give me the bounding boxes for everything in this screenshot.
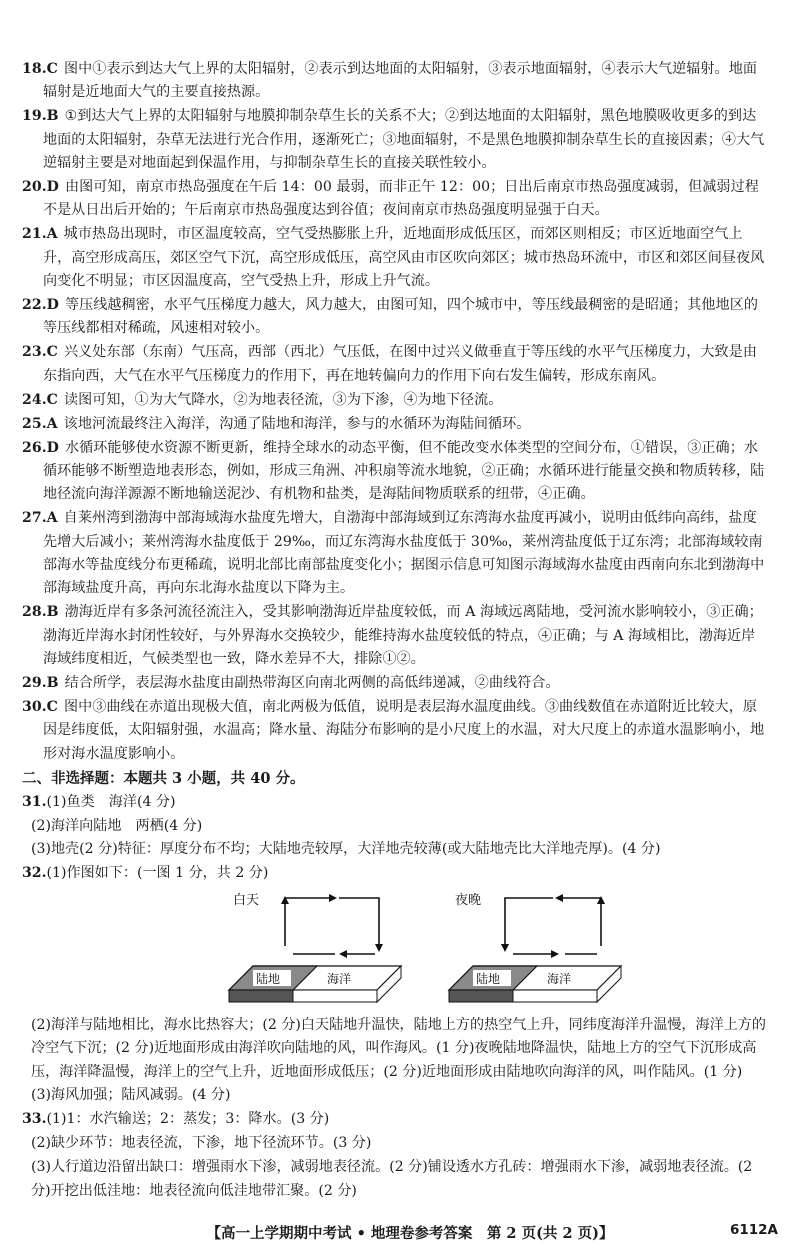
answer-number: 19. (22, 108, 47, 125)
answer-item (22, 341, 766, 388)
q32-p1: 32.(1)作图如下：(一图 1 分，共 2 分) (22, 865, 269, 882)
q33-p3: (3)人行道边沿留出缺口：增强雨水下渗，减弱地表径流。(2 分)铺设透水方孔砖：增强雨水下渗，减弱地表径流。(2 分)开挖出低洼地：地表径流向低洼地带汇聚。(2 分) (31, 1159, 753, 1199)
night-figure (433, 888, 623, 1012)
answer-explanation: 图中①表示到达大气上界的太阳辐射，②表示到达地面的太阳辐射，③表示地面辐射，④表示大气逆辐射。地面辐射是近地面大气的主要直接热源。 (43, 61, 757, 101)
answer-choice: D (46, 297, 59, 314)
answer-choice: A (46, 415, 58, 432)
night-circulation-arrows (505, 898, 601, 954)
answer-explanation: 城市热岛出现时，市区温度较高，空气受热膨胀上升，近地面形成低压区，而郊区则相反；市区近地面空气上升，高空形成高压，郊区空气下沉，高空形成低压，高空风由市区吹向郊区；城市热岛环流中，市区和郊区间昼夜风向变化不明显；市区因温度高，空气受热上升，形成上升气流。 (43, 226, 765, 290)
answer-item (22, 294, 766, 341)
q33-p1: 33.(1)1：水汽输送；2：蒸发；3：降水。(3 分) (22, 1111, 330, 1128)
day-arrowheads (281, 894, 383, 958)
footer-title: 【高一上学期期中考试 • 地理卷参考答案 第 2 页(共 2 页)】 (206, 1225, 614, 1242)
answer-number: 28. (22, 604, 47, 621)
answer-explanation: 兴义处东部（东南）气压高，西部（西北）气压低，在图中过兴义做垂直于等压线的水平气压梯度力，大致是由东指向西，大气在水平气压梯度力的作用下，再在地转偏向力的作用下向右发生偏转，形成东南风。 (43, 344, 757, 384)
answer-item (22, 672, 766, 695)
answer-number: 23. (22, 344, 47, 361)
answer-item (22, 105, 766, 175)
answer-item (22, 223, 766, 293)
answer-explanation: 结合所学，表层海水盐度由副热带海区向南北两侧的高低纬递减，②曲线符合。 (64, 675, 560, 692)
answer-choice: B (46, 675, 59, 692)
answer-explanation: 由图可知，南京市热岛强度在午后 14：00 最弱，而非正午 12：00；日出后南京市热岛强度减弱，但减弱过程不是从日出后开始的；午后南京市热岛强度达到谷值；夜间南京市热岛强度明显强于白天。 (43, 179, 759, 219)
answer-choice: A (46, 226, 58, 243)
day-land-label: 陆地 (256, 971, 281, 986)
section-heading: 二、非选择题：本题共 3 小题，共 40 分。 (22, 769, 305, 787)
answer-explanation: ①到达大气上界的太阳辐射与地膜抑制杂草生长的关系不大；②到达地面的太阳辐射，黑色地膜吸收更多的到达地面的太阳辐射，杂草无法进行光合作用，逐渐死亡；③地面辐射，不是黑色地膜抑制杂草生长的直接因素；④大气逆辐射主要是对地面起到保温作用，与抑制杂草生长的直接关联性较小。 (43, 108, 765, 172)
answer-choice: C (46, 391, 58, 408)
q32-p3: (3)海风加强；陆风减弱。(4 分) (31, 1087, 231, 1104)
q33-p2: (2)缺少环节：地表径流，下渗，地下径流环节。(3 分) (31, 1135, 372, 1152)
answer-choice: B (46, 604, 59, 621)
night-label: 夜晚 (455, 892, 482, 908)
answer-choice: A (46, 510, 58, 527)
answer-choice: D (46, 439, 59, 456)
answer-choice: C (46, 344, 58, 361)
answer-number: 25. (22, 415, 47, 432)
choice-answers (22, 58, 766, 766)
q31-p3: (3)地壳(2 分)特征：厚度分布不均；大陆地壳较厚，大洋地壳较薄(或大陆地壳比大洋地壳厚)。(4 分) (31, 841, 661, 858)
answer-choice: D (46, 179, 59, 196)
answer-number: 21. (22, 226, 47, 243)
answer-number: 20. (22, 179, 47, 196)
answer-item (22, 413, 766, 436)
answer-item (22, 507, 766, 601)
day-circulation-arrows (285, 898, 379, 954)
answer-explanation: 图中③曲线在赤道出现极大值，南北两极为低值，说明是表层海水温度曲线。③曲线数值在赤道附近比较大，原因是纬度低，太阳辐射强，水温高；降水量、海陆分布影响的是小尺度上的水温，对大尺度上的赤道水温影响小，地形对海水温度影响小。 (43, 698, 765, 762)
q31-p2: (2)海洋向陆地 两栖(4 分) (31, 817, 203, 834)
answer-item (22, 601, 766, 671)
answer-number: 30. (22, 698, 47, 715)
answer-number: 26. (22, 439, 47, 456)
night-land-label: 陆地 (476, 971, 501, 986)
day-figure (219, 888, 409, 1012)
answer-explanation: 自莱州湾到渤海中部海域海水盐度先增大，自渤海中部海域到辽东湾海水盐度再减小，说明由低纬向高纬，盐度先增大后减小；莱州湾海水盐度低于 29‰，而辽东湾海水盐度低于 30‰，莱州湾盐度低于辽东湾；北部海域较南部海水等盐度线分布更稀疏，说明北部比南部盐度变化小；据图示信息可知图示海域海水盐度由西南向东北到渤海中部海域盐度升高，再向东北海水盐度以下降为主。 (43, 510, 765, 597)
answer-choice: C (46, 61, 58, 77)
answer-explanation: 读图可知，①为大气降水，②为地表径流，③为下渗，④为地下径流。 (63, 391, 503, 408)
answer-explanation: 渤海近岸有多条河流径流注入，受其影响渤海近岸盐度较低，而 A 海域远离陆地，受河流水影响较小，③正确；渤海近岸海水封闭性较好，与外界海水交换较少，能维持海水盐度较低的特点，④正确；与 A 海域相比，渤海近岸海域纬度相近，气候类型也一致，降水差异不大，排除①②。 (43, 604, 763, 668)
answer-number: 22. (22, 297, 47, 314)
answer-item (22, 389, 766, 412)
answer-choice: C (46, 698, 58, 715)
answer-choice: B (46, 108, 59, 125)
day-label: 白天 (233, 892, 260, 908)
answer-explanation: 等压线越稠密，水平气压梯度力越大，风力越大，由图可知，四个城市中，等压线最稠密的是昭通；其他地区的等压线都相对稀疏，风速相对较小。 (43, 297, 758, 337)
q31-p1: 31.(1)鱼类 海洋(4 分) (22, 793, 176, 810)
answer-number: 24. (22, 391, 47, 408)
answer-number: 29. (22, 675, 47, 692)
answer-explanation: 水循环能够使水资源不断更新，维持全球水的动态平衡，但不能改变水体类型的空间分布，①错误，③正确；水循环能够不断塑造地表形态，例如，形成三角洲、冲积扇等流水地貌，②正确；水循环进行能量交换和物质转移，陆地径流向海洋源源不断地输送泥沙、有机物和盐类，是海陆间物质联系的纽带，④正确。 (43, 439, 765, 503)
night-arrowheads (501, 894, 605, 958)
night-sea-label: 海洋 (547, 971, 572, 986)
answer-number: 18. (22, 61, 47, 77)
answer-item (22, 58, 766, 105)
answer-number: 27. (22, 510, 47, 527)
q32-p2: (2)海洋与陆地相比，海水比热容大；(2 分)白天陆地升温快，陆地上方的热空气上升，同纬度海洋升温慢，海洋上方的冷空气下沉；(2 分)近地面形成由海洋吹向陆地的风，叫作海风。(1 分)夜晚陆地降温快，陆地上方的空气下沉形成高压，海洋降温慢，海洋上的空气上升，近地面形成低压；(2 分)近地面形成由陆地吹向海洋的风，叫作陆风。(1 分) (31, 1016, 766, 1080)
day-sea-label: 海洋 (327, 971, 352, 986)
answer-item (22, 437, 766, 507)
answer-explanation: 该地河流最终注入海洋，沟通了陆地和海洋，参与的水循环为海陆间循环。 (63, 415, 531, 432)
land-sea-breeze-figures (22, 888, 766, 1012)
footer-code: 6112A (729, 1222, 778, 1238)
answer-item (22, 176, 766, 223)
answer-item (22, 696, 766, 766)
